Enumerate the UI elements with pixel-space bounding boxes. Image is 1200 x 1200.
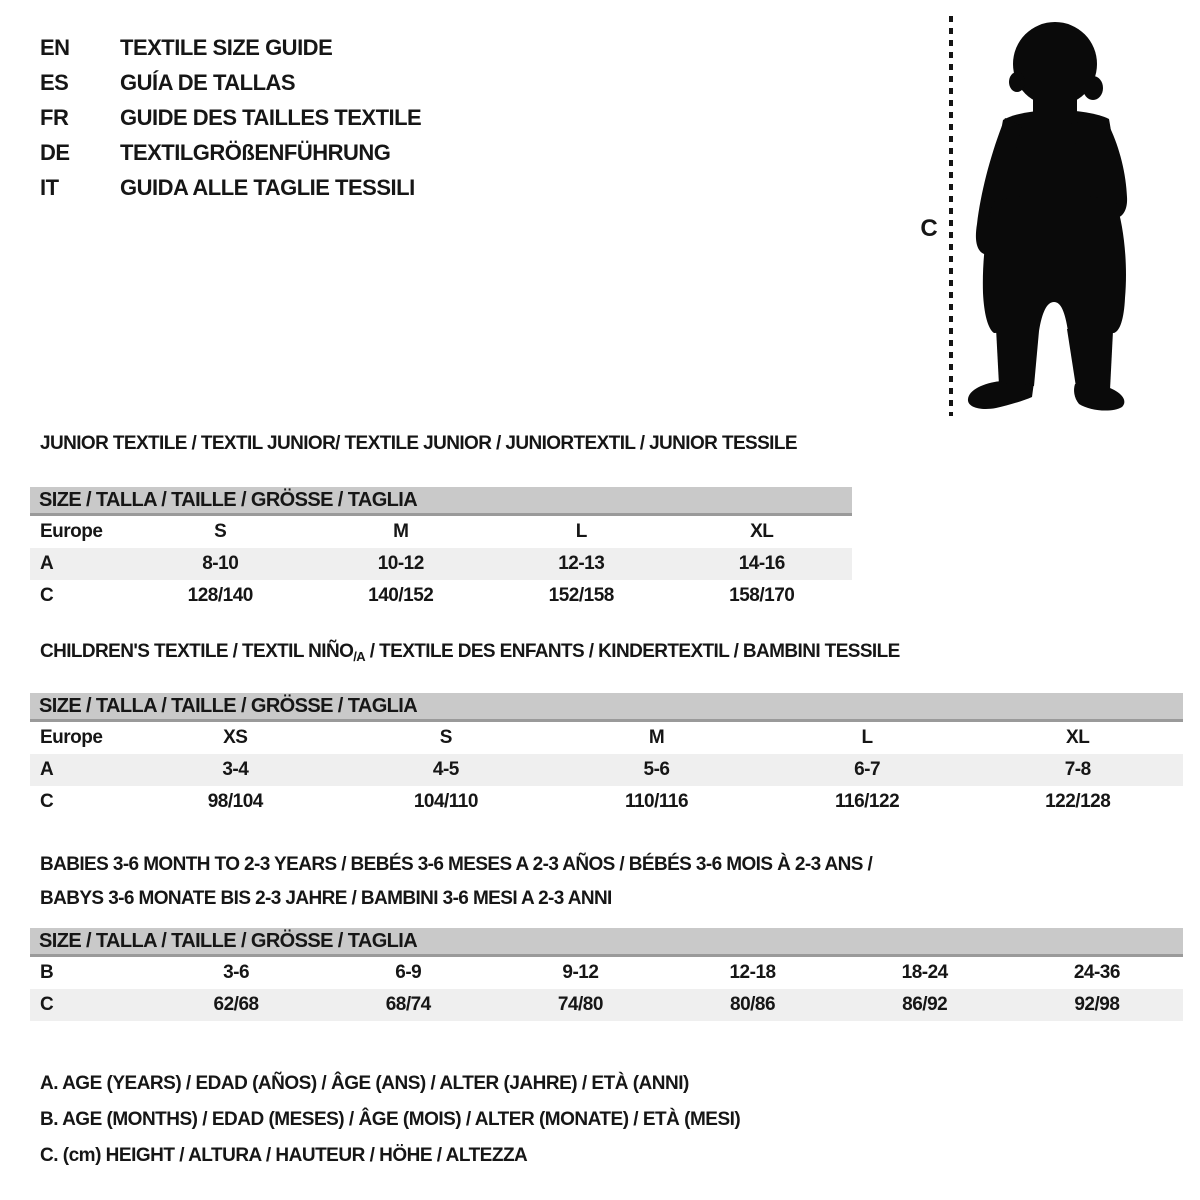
language-title-list <box>40 30 421 205</box>
row-label: A <box>40 553 54 574</box>
height-cell: 62/68 <box>213 994 259 1015</box>
babies-size-header-bar: SIZE / TALLA / TAILLE / GRÖSSE / TAGLIA <box>30 928 1183 957</box>
size-cell: L <box>575 521 587 542</box>
language-code-it: IT <box>40 174 59 200</box>
legend-line-a: A. AGE (YEARS) / EDAD (AÑOS) / ÂGE (ANS) / ALTER (JAHRE) / ETÀ (ANNI) <box>40 1073 689 1094</box>
months-cell: 18-24 <box>901 962 948 983</box>
junior-age-row <box>30 548 852 580</box>
silhouette-right-foot <box>1074 384 1124 411</box>
language-row-it <box>40 170 421 205</box>
legend-line-c: C. (cm) HEIGHT / ALTURA / HAUTEUR / HÖHE / ALTEZZA <box>40 1145 528 1166</box>
measure-legend <box>40 1066 740 1174</box>
babies-title-line1: BABIES 3-6 MONTH TO 2-3 YEARS / BEBÉS 3-6 MESES A 2-3 AÑOS / BÉBÉS 3-6 MOIS À 2-3 ANS / <box>40 854 873 875</box>
height-measure-label: C <box>920 215 938 242</box>
size-cell: XL <box>750 521 774 542</box>
height-cell: 140/152 <box>368 585 434 606</box>
children-title-text-rest: / TEXTILE DES ENFANTS / KINDERTEXTIL / BAMBINI TESSILE <box>365 641 900 662</box>
row-label: B <box>40 962 54 983</box>
language-title-it: GUIDA ALLE TAGLIE TESSILI <box>120 174 415 200</box>
height-cell: 104/110 <box>413 791 478 812</box>
height-cell: 152/158 <box>548 585 614 606</box>
height-cell: 158/170 <box>729 585 795 606</box>
age-cell: 8-10 <box>202 553 239 574</box>
age-cell: 6-7 <box>854 759 881 780</box>
children-height-row <box>30 786 1183 818</box>
months-cell: 6-9 <box>395 962 422 983</box>
legend-line-b: B. AGE (MONTHS) / EDAD (MESES) / ÂGE (MOIS) / ALTER (MONATE) / ETÀ (MESI) <box>40 1109 741 1130</box>
silhouette-left-foot <box>968 381 1034 409</box>
height-measure-dashed-line <box>949 16 953 416</box>
junior-section-title: JUNIOR TEXTILE / TEXTIL JUNIOR/ TEXTILE JUNIOR / JUNIORTEXTIL / JUNIOR TESSILE <box>40 433 797 454</box>
language-code-en: EN <box>40 34 70 60</box>
size-cell: S <box>439 727 452 748</box>
row-label: A <box>40 759 54 780</box>
children-size-header-bar: SIZE / TALLA / TAILLE / GRÖSSE / TAGLIA <box>30 693 1183 722</box>
children-size-table <box>30 693 1183 818</box>
height-cell: 98/104 <box>207 791 263 812</box>
language-code-fr: FR <box>40 104 69 130</box>
children-title-text: CHILDREN'S TEXTILE / TEXTIL NIÑO <box>40 641 354 662</box>
babies-height-row <box>30 989 1183 1021</box>
babies-section-title <box>40 848 872 916</box>
language-code-de: DE <box>40 139 70 165</box>
language-title-en: TEXTILE SIZE GUIDE <box>120 34 333 60</box>
height-cell: 122/128 <box>1045 791 1111 812</box>
language-title-de: TEXTILGRÖßENFÜHRUNG <box>120 139 391 165</box>
months-cell: 3-6 <box>223 962 250 983</box>
junior-height-row <box>30 580 852 612</box>
junior-size-table <box>30 487 852 612</box>
row-label: Europe <box>40 521 103 542</box>
age-cell: 10-12 <box>377 553 424 574</box>
row-label: C <box>40 791 54 812</box>
silhouette-shorts <box>983 194 1126 333</box>
height-cell: 86/92 <box>902 994 948 1015</box>
height-cell: 74/80 <box>557 994 603 1015</box>
row-label: C <box>40 585 54 606</box>
children-table <box>30 722 1183 818</box>
children-age-row <box>30 754 1183 786</box>
months-cell: 9-12 <box>562 962 599 983</box>
size-cell: L <box>861 727 873 748</box>
language-row-en <box>40 30 421 65</box>
age-cell: 4-5 <box>432 759 459 780</box>
language-title-fr: GUIDE DES TAILLES TEXTILE <box>120 104 422 130</box>
size-cell: XL <box>1066 727 1090 748</box>
age-cell: 5-6 <box>643 759 670 780</box>
height-cell: 110/116 <box>624 791 689 812</box>
age-cell: 12-13 <box>558 553 605 574</box>
months-cell: 24-36 <box>1073 962 1120 983</box>
age-cell: 3-4 <box>222 759 249 780</box>
size-cell: M <box>648 727 665 748</box>
height-cell: 80/86 <box>730 994 776 1015</box>
row-label: C <box>40 994 54 1015</box>
babies-title-line2: BABYS 3-6 MONATE BIS 2-3 JAHRE / BAMBINI 3-6 MESI A 2-3 ANNI <box>40 888 612 909</box>
language-title-es: GUÍA DE TALLAS <box>120 69 296 95</box>
babies-table <box>30 957 1183 1021</box>
language-row-de <box>40 135 421 170</box>
size-cell: M <box>393 521 409 542</box>
language-row-es <box>40 65 421 100</box>
height-cell: 128/140 <box>187 585 253 606</box>
babies-months-row <box>30 957 1183 989</box>
age-cell: 7-8 <box>1064 759 1091 780</box>
children-europe-row <box>30 722 1183 754</box>
junior-table <box>30 516 852 612</box>
language-row-fr <box>40 100 421 135</box>
junior-size-header-bar: SIZE / TALLA / TAILLE / GRÖSSE / TAGLIA <box>30 487 852 516</box>
height-cell: 92/98 <box>1074 994 1120 1015</box>
height-cell: 68/74 <box>385 994 431 1015</box>
toddler-silhouette-image <box>963 14 1138 414</box>
age-cell: 14-16 <box>738 553 785 574</box>
months-cell: 12-18 <box>729 962 776 983</box>
children-section-title <box>40 641 900 663</box>
language-code-es: ES <box>40 69 69 95</box>
size-cell: S <box>214 521 227 542</box>
children-title-subscript: /A <box>353 649 366 664</box>
row-label: Europe <box>40 727 103 748</box>
silhouette-left-leg <box>996 328 1039 389</box>
junior-europe-row <box>30 516 852 548</box>
babies-size-table <box>30 928 1183 1021</box>
size-cell: XS <box>223 727 248 748</box>
silhouette-right-leg <box>1067 329 1113 390</box>
height-cell: 116/122 <box>835 791 900 812</box>
